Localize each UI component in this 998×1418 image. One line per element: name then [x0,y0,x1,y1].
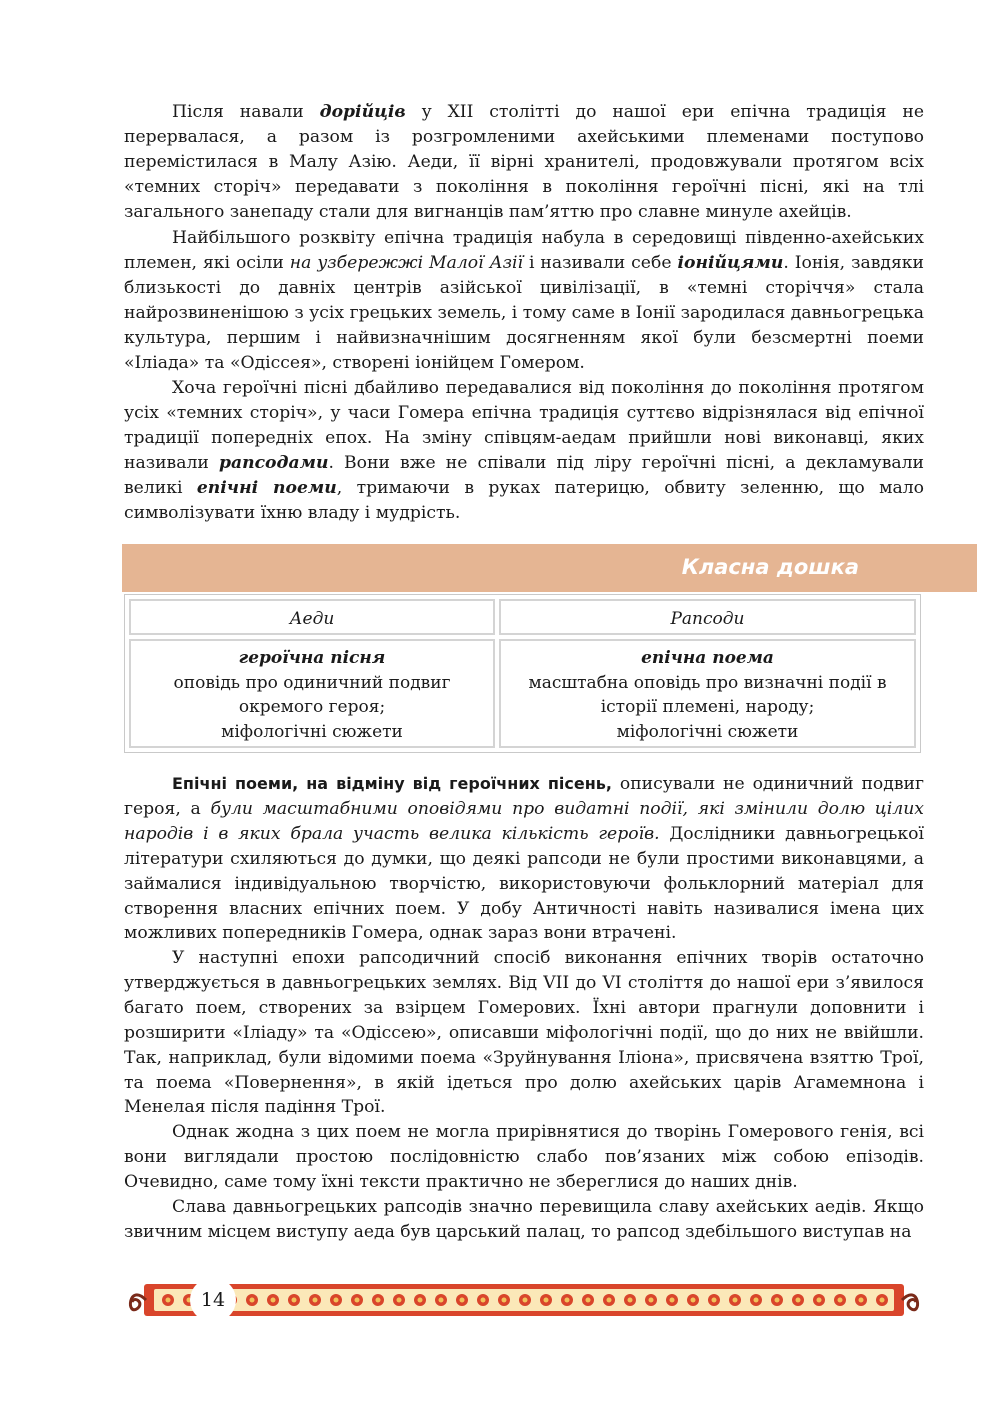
comparison-table [124,594,921,753]
paragraph-6: Однак жодна з цих поем не могла прирівнятися до творінь Гомерового генія, всі вони виглядали простою послідовністю слабо пов’язаних між собою епізодів. Очевидно, саме тому їхні тексти практично не збереглися до наших днів. [124,1122,924,1192]
paragraph-2 [124,226,924,375]
cell-line: міфологічні сюжети [616,721,799,742]
text: описували не одиничний подвиг героя, а [124,774,925,819]
classroom-board-banner [122,544,977,592]
ornament-dot-icon [859,1298,864,1303]
ornament-dot-icon [754,1298,759,1303]
paragraph-3 [124,376,924,525]
ornament-dot-icon [670,1298,675,1303]
table-cell-rhapsodes [499,639,916,748]
ornament-dot-icon [502,1298,507,1303]
ornament-dot-icon [838,1298,843,1303]
term-rhapsodes: рапсодами [218,452,329,473]
cell-line: історії племені, народу; [600,697,815,717]
paragraph-7: Слава давньогрецьких рапсодів значно перевищила славу ахейських аедів. Якщо звичним місцем виступу аеда був царський палац, то рапсод здебільшого виступав на [124,1197,924,1242]
text: Хоча героїчні пісні дбайливо передавалися від покоління до покоління протягом усіх «темних сторіч», у часи Гомера епічна традиція суттєво відрізнялася від епічної традиції попередніх епох. На зміну співцям-аедам прийшли нові виконавці, яких називали [124,378,924,473]
text: , тримаючи в руках патерицю, обвиту зеленню, що мало символізувати їхню владу і мудрість. [124,477,924,523]
ornament-dot-icon [712,1298,717,1303]
emphasis: на узбережжі Малої Азії [289,252,523,273]
text: Після навали [172,102,320,122]
term-ionians: іонійцями [677,252,784,273]
cell-heading: героїчна пісня [238,648,386,668]
ornament-dot-icon [880,1298,885,1303]
board-title: Класна дошка [681,555,859,579]
text: Найбільшого розквіту епічна традиція набула в середовищі південно-ахейських племен, які осіли [124,228,924,273]
ornament-dot-icon [817,1298,822,1303]
ornament-dot-icon [271,1298,276,1303]
ornament-dot-icon [691,1298,696,1303]
cell-line: окремого героя; [238,697,386,717]
text: і називали себе [523,252,678,273]
text: у XII столітті до нашої ери епічна традиція не перервалася, а разом із розгромленими ахейськими племенами поступово перемістилася в Малу Азію. Аеди, її вірні хранителі, продовжували протягом всіх «темних сторіч» передавати з покоління в покоління героїчні пісні, які на тлі загального занепаду стали для вигнанців пам’яттю про славне минуле ахейців. [124,102,924,222]
ornament-dot-icon [565,1298,570,1303]
table-header-aedes: Аеди [129,599,495,635]
paragraph-5: У наступні епохи рапсодичний спосіб виконання епічних творів остаточно утверджується в давньогрецьких землях. Від VII до VI століття до нашої ери з’явилося багато поем, створених за взірцем Гомерових. Їхні автори прагнули доповнити і розширити «Іліаду» та «Одіссею», описавши міфологічні події, що до них не ввійшли. Так, наприклад, були відомими поема «Зруйнування Іліона», присвячена взяттю Трої, та поема «Повернення», в якій ідеться про долю ахейських царів Агамемнона і Менелая після падіння Трої. [124,948,924,1118]
term-dorians: дорійців [319,102,406,122]
ornament-dot-icon [292,1298,297,1303]
text: Дослідники давньогрецької літератури схиляються до думки, що деякі рапсоди не були простими виконавцями, а займалися індивідуальною творчістю, використовуючи фольклорний матеріал для створення власних епічних поем. У добу Античності навіть називалися імена цих можливих попередників Гомера, однак зараз вони втрачені. [124,823,924,944]
ornament-dot-icon [460,1298,465,1303]
footer-ornament [124,1278,924,1322]
paragraph-1 [124,100,924,225]
ornament-dot-icon [544,1298,549,1303]
cell-line: оповідь про одиничний подвиг [173,672,451,693]
ornament-dot-icon [481,1298,486,1303]
ornament-dot-icon [523,1298,528,1303]
table-cell-aedes [129,639,495,748]
text: . Вони вже не співали під ліру героїчні пісні, а декламували великі [124,452,924,498]
term-epic-poems: епічні поеми [196,477,337,498]
ornament-dot-icon [607,1298,612,1303]
ornament-dot-icon [376,1298,381,1303]
cell-line: міфологічні сюжети [221,721,403,742]
ornament-dot-icon [355,1298,360,1303]
ornament-dot-icon [250,1298,255,1303]
ornament-dot-icon [439,1298,444,1303]
ornament-band-icon [124,1278,924,1322]
cell-heading: епічна поема [641,648,774,668]
cell-line: масштабна оповідь про визначні події в [528,672,887,693]
ornament-dot-icon [586,1298,591,1303]
ornament-dot-icon [775,1298,780,1303]
text: . Іонія, завдяки близькості до давніх центрів азійської цивілізації, в «темні сторіччя» стала найрозвиненішою з усіх грецьких земель, і тому саме в Іонії зародилася давньогрецька культура, першим і найвизначнішим досягненням якої були безсмертні поеми «Іліада» та «Одіссея», створені іонійцем Гомером. [124,252,925,373]
lead-phrase: Епічні поеми, на відміну від героїчних пісень, [172,774,612,793]
ornament-dot-icon [313,1298,318,1303]
ornament-dot-icon [334,1298,339,1303]
ornament-dot-icon [796,1298,801,1303]
paragraph-4 [124,772,924,946]
ornament-dot-icon [397,1298,402,1303]
ornament-dot-icon [628,1298,633,1303]
ornament-dot-icon [649,1298,654,1303]
emphasis: були масштабними оповідями про видатні події, які змінили долю цілих народів і в яких брала участь велика кількість героїв. [124,798,924,844]
ornament-dot-icon [418,1298,423,1303]
ornament-dot-icon [733,1298,738,1303]
table-header-rhapsodes: Рапсоди [499,599,916,635]
page-number: 14 [190,1278,236,1322]
ornament-dot-icon [166,1298,171,1303]
